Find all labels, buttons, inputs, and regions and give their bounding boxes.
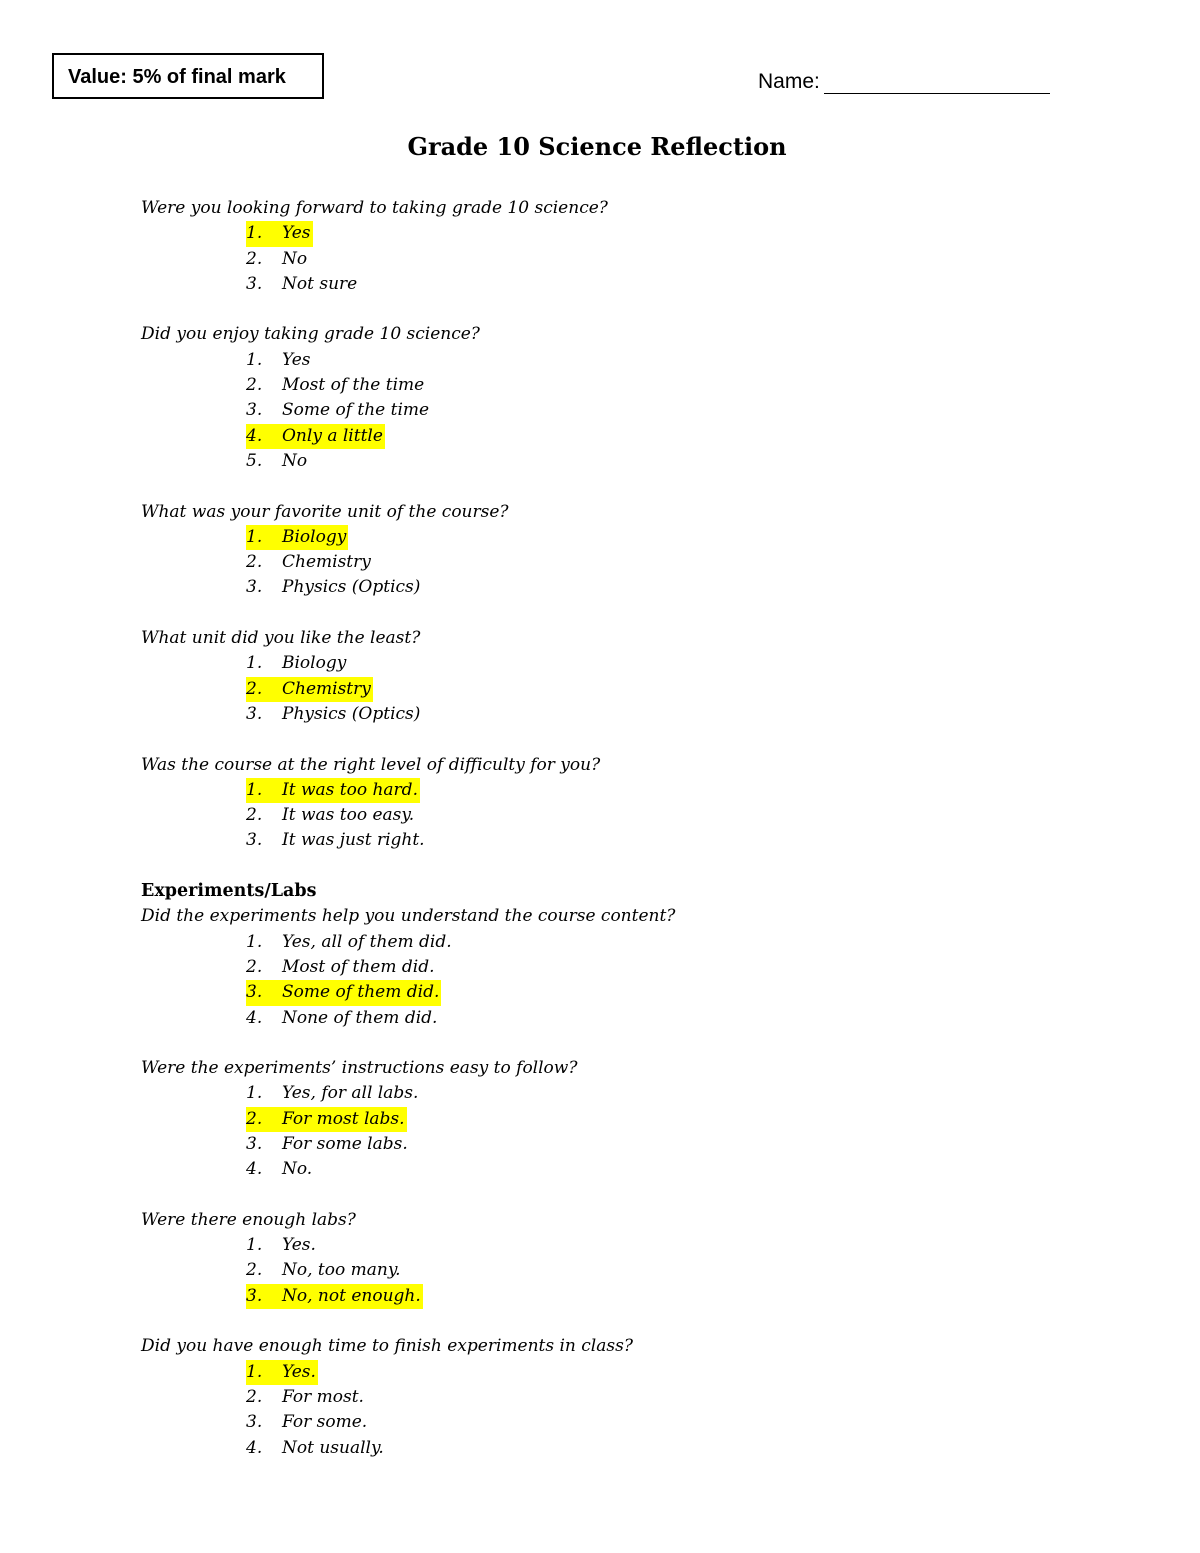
question-group: [141, 500, 1141, 601]
option-mark: [246, 348, 313, 373]
answer-option-selected[interactable]: [141, 1107, 1141, 1132]
question-text: What unit did you like the least?: [141, 628, 421, 649]
answer-option-selected[interactable]: [141, 677, 1141, 702]
option-mark: [246, 930, 454, 955]
answer-option[interactable]: [141, 1157, 1141, 1182]
option-label: No: [282, 248, 308, 269]
option-mark: [246, 677, 373, 702]
option-number: 3.: [246, 982, 263, 1003]
option-number: 2.: [246, 1108, 263, 1129]
option-label: Not usually.: [282, 1437, 384, 1458]
question-text: Were there enough labs?: [141, 1209, 356, 1230]
option-label: It was just right.: [282, 830, 425, 851]
page-title: Grade 10 Science Reflection: [407, 132, 787, 161]
answer-option-selected[interactable]: [141, 525, 1141, 550]
answer-option[interactable]: [141, 1385, 1141, 1410]
option-number: 2.: [246, 956, 263, 977]
option-label: No, not enough.: [282, 1285, 421, 1306]
option-label: It was too easy.: [282, 805, 415, 826]
option-mark: [246, 398, 431, 423]
answer-option[interactable]: [141, 1132, 1141, 1157]
option-mark: [246, 980, 441, 1005]
option-mark: [246, 1107, 407, 1132]
option-mark: [246, 1006, 439, 1031]
question-group: [141, 322, 1141, 474]
answer-options: [141, 1233, 1141, 1309]
option-label: Yes: [282, 349, 311, 370]
option-number: 2.: [246, 248, 263, 269]
option-mark: [246, 1360, 318, 1385]
option-label: For some labs.: [282, 1133, 408, 1154]
answer-options: [141, 348, 1141, 474]
answer-option[interactable]: [141, 803, 1141, 828]
option-number: 1.: [246, 779, 263, 800]
option-mark: [246, 575, 422, 600]
questionnaire: [141, 196, 1141, 1486]
option-mark: [246, 424, 385, 449]
option-mark: [246, 525, 348, 550]
option-mark: [246, 1157, 314, 1182]
option-number: 2.: [246, 805, 263, 826]
question-text: Were the experiments’ instructions easy to follow?: [141, 1058, 578, 1079]
option-number: 3.: [246, 830, 263, 851]
option-number: 1.: [246, 526, 263, 547]
option-number: 2.: [246, 552, 263, 573]
option-number: 4.: [246, 1437, 263, 1458]
answer-option[interactable]: [141, 550, 1141, 575]
option-label: Some of the time: [282, 400, 430, 421]
option-label: Most of them did.: [282, 956, 435, 977]
option-mark: [246, 955, 437, 980]
question-group: [141, 904, 1141, 1030]
question-group: [141, 1056, 1141, 1182]
option-label: Most of the time: [282, 375, 425, 396]
option-label: Chemistry: [282, 678, 371, 699]
question-text: Did the experiments help you understand the course content?: [141, 906, 676, 927]
option-mark: [246, 1385, 366, 1410]
option-label: For most.: [282, 1386, 364, 1407]
name-label: Name:: [758, 70, 820, 93]
option-label: Only a little: [282, 425, 383, 446]
option-mark: [246, 1132, 410, 1157]
option-number: 2.: [246, 678, 263, 699]
option-label: Yes, all of them did.: [282, 931, 452, 952]
name-field: [758, 70, 1050, 94]
answer-option-selected[interactable]: [141, 1360, 1141, 1385]
option-label: Biology: [282, 526, 347, 547]
option-number: 3.: [246, 400, 263, 421]
question-text: What was your favorite unit of the course?: [141, 501, 509, 522]
option-number: 1.: [246, 223, 263, 244]
question-text: Did you enjoy taking grade 10 science?: [141, 324, 480, 345]
answer-options: [141, 525, 1141, 601]
option-number: 3.: [246, 1412, 263, 1433]
option-mark: [246, 702, 422, 727]
option-label: No: [282, 450, 308, 471]
answer-option[interactable]: [141, 398, 1141, 423]
question-text: Were you looking forward to taking grade 10 science?: [141, 198, 608, 218]
question-group: [141, 1334, 1141, 1460]
option-label: Not sure: [282, 273, 358, 294]
lab-questions: [141, 904, 1141, 1461]
option-label: For some.: [282, 1412, 368, 1433]
answer-option[interactable]: [141, 1410, 1141, 1435]
option-number: 4.: [246, 1007, 263, 1028]
answer-options: [141, 778, 1141, 854]
value-box: [52, 53, 324, 99]
option-number: 4.: [246, 1159, 263, 1180]
answer-option[interactable]: [141, 1006, 1141, 1031]
option-label: It was too hard.: [282, 779, 418, 800]
answer-option[interactable]: [141, 930, 1141, 955]
option-number: 5.: [246, 450, 263, 471]
option-label: Physics (Optics): [282, 577, 421, 598]
option-number: 1.: [246, 931, 263, 952]
option-number: 3.: [246, 703, 263, 724]
name-blank-line[interactable]: [824, 71, 1050, 94]
option-label: No, too many.: [282, 1260, 401, 1281]
question-text: Did you have enough time to finish experiments in class?: [141, 1336, 633, 1357]
answer-option[interactable]: [141, 272, 1141, 297]
question-group: [141, 626, 1141, 727]
option-number: 3.: [246, 1133, 263, 1154]
option-label: Yes: [282, 223, 311, 244]
answer-option[interactable]: [141, 247, 1141, 272]
option-number: 1.: [246, 1361, 263, 1382]
option-label: Biology: [282, 653, 347, 674]
option-label: Yes, for all labs.: [282, 1083, 419, 1104]
section-heading: Experiments/Labs: [141, 881, 317, 902]
answer-option-selected[interactable]: [141, 980, 1141, 1005]
answer-option[interactable]: [141, 373, 1141, 398]
general-questions: [141, 196, 1141, 854]
question-group: [141, 1208, 1141, 1309]
option-label: Chemistry: [282, 552, 371, 573]
answer-option-selected[interactable]: [141, 778, 1141, 803]
option-mark: [246, 247, 309, 272]
option-number: 1.: [246, 1235, 263, 1256]
option-number: 1.: [246, 349, 263, 370]
answer-options: [141, 1360, 1141, 1461]
option-number: 2.: [246, 1386, 263, 1407]
option-mark: [246, 778, 420, 803]
answer-option[interactable]: [141, 575, 1141, 600]
option-label: Yes.: [282, 1361, 316, 1382]
question-group: [141, 753, 1141, 854]
option-mark: [246, 651, 348, 676]
answer-option[interactable]: [141, 828, 1141, 853]
question-text: Was the course at the right level of difficulty for you?: [141, 754, 601, 775]
answer-option[interactable]: [141, 449, 1141, 474]
option-label: No.: [282, 1159, 313, 1180]
answer-option[interactable]: [141, 955, 1141, 980]
option-number: 1.: [246, 653, 263, 674]
option-label: Physics (Optics): [282, 703, 421, 724]
option-mark: [246, 1081, 420, 1106]
answer-options: [141, 221, 1141, 297]
option-mark: [246, 272, 359, 297]
option-label: Yes.: [282, 1235, 316, 1256]
option-number: 2.: [246, 375, 263, 396]
option-label: None of them did.: [282, 1007, 438, 1028]
option-label: For most labs.: [282, 1108, 405, 1129]
option-number: 3.: [246, 577, 263, 598]
option-number: 3.: [246, 1285, 263, 1306]
answer-option[interactable]: [141, 1258, 1141, 1283]
option-number: 2.: [246, 1260, 263, 1281]
option-number: 3.: [246, 273, 263, 294]
question-group: [141, 196, 1141, 297]
option-mark: [246, 1410, 369, 1435]
option-number: 4.: [246, 425, 263, 446]
answer-option[interactable]: [141, 651, 1141, 676]
answer-option-selected[interactable]: [141, 1284, 1141, 1309]
option-mark: [246, 1258, 403, 1283]
answer-options: [141, 651, 1141, 727]
option-mark: [246, 1233, 318, 1258]
answer-option[interactable]: [141, 702, 1141, 727]
option-mark: [246, 373, 426, 398]
option-mark: [246, 828, 427, 853]
answer-options: [141, 930, 1141, 1031]
option-mark: [246, 550, 373, 575]
option-mark: [246, 1284, 423, 1309]
option-label: Some of them did.: [282, 982, 440, 1003]
option-mark: [246, 449, 309, 474]
answer-option[interactable]: [141, 1081, 1141, 1106]
option-mark: [246, 221, 313, 246]
option-mark: [246, 803, 416, 828]
answer-option-selected[interactable]: [141, 221, 1141, 246]
answer-options: [141, 1081, 1141, 1182]
value-label: Value: 5% of final mark: [68, 66, 286, 88]
option-number: 1.: [246, 1083, 263, 1104]
answer-option-selected[interactable]: [141, 424, 1141, 449]
option-mark: [246, 1436, 386, 1461]
answer-option[interactable]: [141, 1436, 1141, 1461]
answer-option[interactable]: [141, 1233, 1141, 1258]
answer-option[interactable]: [141, 348, 1141, 373]
